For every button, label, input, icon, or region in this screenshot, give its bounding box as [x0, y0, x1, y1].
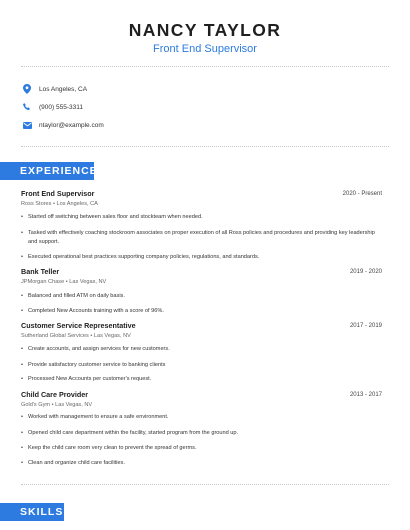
job-dates: 2013 - 2017 [349, 392, 382, 398]
resume-header [0, 20, 410, 56]
job-organization: Gold's Gym • Las Vegas, NV [21, 402, 93, 408]
email-text: ntaylor@example.com [39, 121, 104, 129]
job-dates: 2020 - Present [342, 191, 382, 197]
job-organization: Sutherland Global Services • Las Vegas, NV [21, 333, 131, 339]
location-text: Los Angeles, CA [39, 85, 88, 93]
bullet-dot: • [21, 293, 23, 299]
skills-section-header: SKILLS [0, 503, 64, 521]
job-bullet: • Started off switching between sales floor and stockteam when needed. [21, 214, 203, 220]
job-dates: 2019 - 2020 [349, 269, 382, 275]
job-organization: Ross Stores • Los Angeles, CA [21, 201, 98, 207]
job-bullet: • Executed operational best practices supporting company policies, regulations, and standards. [21, 254, 260, 260]
header-divider [21, 66, 389, 67]
job-bullet: • Keep the child care room very clean to prevent the spread of germs. [21, 445, 197, 451]
job-bullet: • Balanced and filled ATM on daily basis. [21, 293, 125, 299]
job-title: Child Care Provider [21, 390, 89, 399]
job-organization: JPMorgan Chase • Las Vegas, NV [21, 279, 107, 285]
envelope-icon [22, 120, 32, 130]
job-bullet: • Completed New Accounts training with a score of 96%. [21, 308, 164, 314]
phone-text: (900) 555-3311 [39, 103, 83, 111]
bullet-dot: • [21, 230, 23, 236]
contact-divider [21, 146, 389, 147]
contact-location [22, 84, 87, 94]
job-bullet: • Processed New Accounts per customer's request. [21, 376, 152, 382]
bullet-dot: • [21, 460, 23, 466]
bullet-dot: • [21, 445, 23, 451]
job-bullet: • Tasked with effectively coaching stockroom associates on proper execution of all Ross policies and procedures and providing key leadership and support. [21, 230, 375, 245]
experience-section-header: EXPERIENCE [0, 162, 94, 180]
bullet-dot: • [21, 430, 23, 436]
job-title: Front End Supervisor [21, 189, 95, 198]
job-bullet: • Provide satisfactory customer service to banking clients [21, 362, 166, 368]
phone-icon [22, 102, 32, 112]
bullet-dot: • [21, 376, 23, 382]
job-bullet: • Clean and organize child care facilities. [21, 460, 126, 466]
job-bullet: • Create accounts, and assign services for new customers. [21, 346, 170, 352]
job-title: Customer Service Representative [21, 321, 136, 330]
bullet-dot: • [21, 254, 23, 260]
candidate-name: NANCY TAYLOR [128, 20, 282, 40]
location-pin-icon [22, 84, 32, 94]
bullet-dot: • [21, 308, 23, 314]
bullet-dot: • [21, 362, 23, 368]
job-dates: 2017 - 2019 [349, 323, 382, 329]
job-bullet: • Opened child care department within the facility, started program from the ground up. [21, 430, 239, 436]
job-title: Bank Teller [21, 267, 60, 276]
bullet-dot: • [21, 346, 23, 352]
experience-divider [21, 484, 389, 485]
contact-email [22, 120, 104, 130]
bullet-dot: • [21, 214, 23, 220]
contact-phone [22, 102, 83, 112]
bullet-dot: • [21, 414, 23, 420]
candidate-title: Front End Supervisor [153, 43, 257, 55]
job-bullet: • Worked with management to ensure a safe environment. [21, 414, 169, 420]
